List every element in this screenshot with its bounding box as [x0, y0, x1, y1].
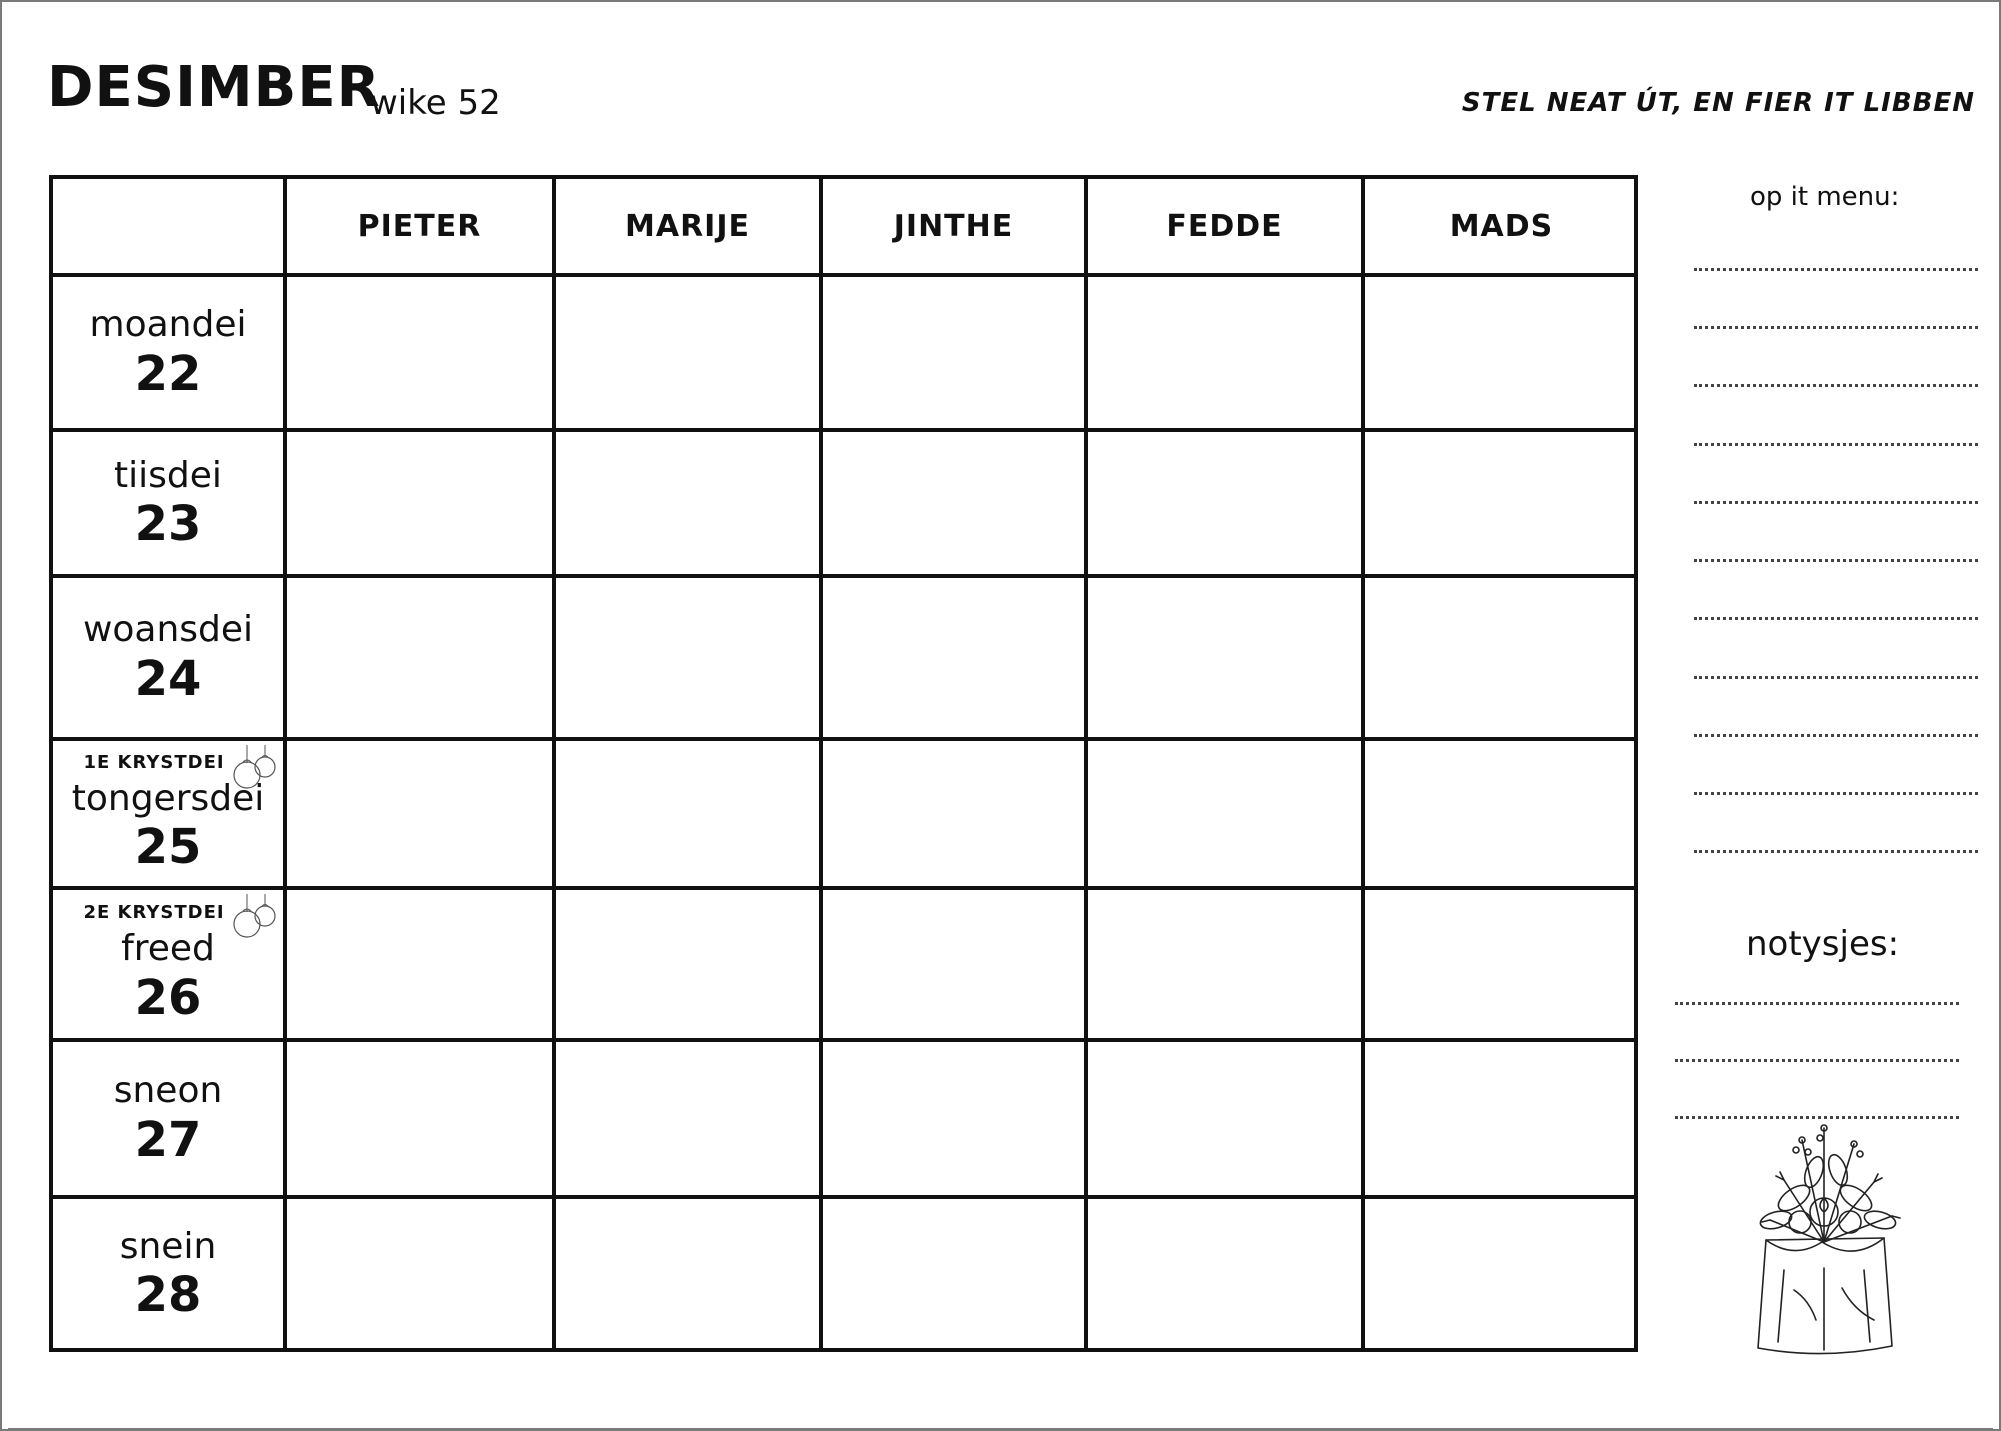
day-name: sneon: [113, 1070, 223, 1112]
day-number: 23: [134, 496, 202, 552]
row-divider: [53, 428, 1634, 432]
column-divider: [1361, 179, 1365, 1348]
column-header-fedde: FEDDE: [1166, 208, 1283, 244]
menu-line: [1694, 792, 1978, 795]
day-cell-snein: [53, 1199, 283, 1349]
day-cell-moandei: [53, 277, 283, 428]
menu-line: [1694, 559, 1978, 562]
row-divider: [53, 737, 1634, 741]
day-number: 28: [134, 1267, 202, 1323]
notes-line: [1675, 1002, 1959, 1005]
menu-line: [1694, 734, 1978, 737]
holiday-label: 2E KRYSTDEI: [83, 902, 225, 924]
bottom-border: [8, 1428, 1993, 1430]
row-divider: [53, 1195, 1634, 1199]
day-cell-woansdei: [53, 578, 283, 737]
menu-line: [1694, 676, 1978, 679]
column-header-marije: MARIJE: [625, 208, 750, 244]
week-label: wike 52: [370, 83, 501, 123]
menu-line: [1694, 850, 1978, 853]
flower-bouquet-icon: [1724, 1120, 1934, 1364]
menu-line: [1694, 501, 1978, 504]
menu-title: op it menu:: [1750, 182, 1900, 212]
motto: STEL NEAT ÚT, EN FIER IT LIBBEN: [1461, 88, 1975, 118]
day-cell-tiisdei: [53, 432, 283, 574]
column-divider: [819, 179, 823, 1348]
menu-line: [1694, 326, 1978, 329]
column-divider: [1084, 179, 1088, 1348]
christmas-bauble-icon: [227, 745, 277, 799]
row-divider: [53, 1038, 1634, 1042]
menu-line: [1694, 443, 1978, 446]
meal-planner-grid: [49, 175, 1638, 1352]
day-number: 25: [134, 819, 202, 875]
row-divider: [53, 574, 1634, 578]
column-divider: [552, 179, 556, 1348]
day-name: moandei: [89, 304, 247, 346]
menu-line: [1694, 384, 1978, 387]
day-number: 27: [134, 1111, 202, 1168]
day-name: snein: [119, 1225, 217, 1267]
notes-line: [1675, 1116, 1959, 1119]
day-number: 22: [134, 345, 202, 402]
notes-title: notysjes:: [1746, 924, 1900, 964]
menu-line: [1694, 268, 1978, 271]
day-name: tongersdei: [71, 777, 265, 819]
row-divider: [53, 886, 1634, 890]
day-cell-sneon: [53, 1042, 283, 1195]
day-number: 26: [134, 969, 202, 1026]
notes-line: [1675, 1059, 1959, 1062]
column-header-pieter: PIETER: [357, 208, 482, 244]
column-divider: [283, 179, 287, 1348]
day-cell-tongersdei: [53, 741, 283, 886]
holiday-label: 1E KRYSTDEI: [83, 751, 225, 773]
day-name: freed: [121, 928, 215, 970]
day-name: woansdei: [82, 609, 254, 651]
day-number: 24: [134, 650, 202, 707]
day-cell-freed: [53, 890, 283, 1038]
christmas-bauble-icon: [227, 894, 277, 948]
menu-line: [1694, 617, 1978, 620]
month-title: DESIMBER: [47, 55, 381, 120]
column-header-mads: MADS: [1449, 208, 1554, 244]
row-divider: [53, 273, 1634, 277]
day-name: tiisdei: [114, 454, 222, 496]
column-header-jinthe: JINTHE: [893, 208, 1014, 244]
